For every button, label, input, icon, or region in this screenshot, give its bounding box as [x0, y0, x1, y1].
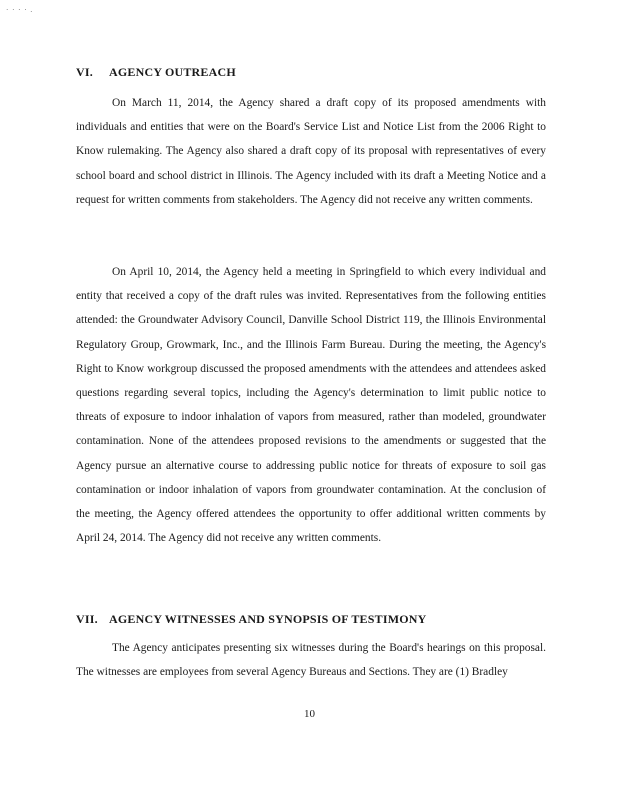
section-number: VII. [76, 612, 98, 626]
paragraph-outreach-draft-copy: On March 11, 2014, the Agency shared a draft copy of its proposed amendments with individuals and entities that were on the Board's Service List and Notice List from the 2006 Right to Know rulemaking. The Agency also shared a draft copy of its proposal with representatives of every school board and school district in Illinois. The Agency included with its draft a Meeting Notice and a request for written comments from stakeholders. The Agency did not receive any written comments. [76, 97, 546, 206]
page-number: 10 [304, 708, 315, 720]
section-heading-vi [76, 65, 236, 80]
section-title: AGENCY WITNESSES AND SYNOPSIS OF TESTIMONY [109, 612, 427, 626]
paragraph-witnesses: The Agency anticipates presenting six witnesses during the Board's hearings on this proposal. The witnesses are employees from several Agency Bureaus and Sections. They are (1) Bradley [76, 642, 546, 679]
paragraph-outreach-meeting: On April 10, 2014, the Agency held a meeting in Springfield to which every individual and entity that received a copy of the draft rules was invited. Representatives from the following entities attended: the Groundwater Advisory Council, Danville School District 119, the Illinois Environmental Regulatory Group, Growmark, Inc., and the Illinois Farm Bureau. During the meeting, the Agency's Right to Know workgroup discussed the proposed amendments with the attendees and attendees asked questions regarding several topics, including the Agency's determination to limit public notice to threats of exposure to indoor inhalation of vapors from measured, rather than modeled, groundwater contamination. None of the attendees proposed revisions to the amendments or suggested that the Agency pursue an alternative course to addressing public notice for threats of exposure to soil gas contamination or indoor inhalation of vapors from groundwater contamination. At the conclusion of the meeting, the Agency offered attendees the opportunity to offer additional written comments by April 24, 2014. The Agency did not receive any written comments. [76, 266, 546, 545]
section-heading-vii [76, 612, 426, 627]
scan-corner-mark: · · · · . [6, 6, 34, 14]
section-title: AGENCY OUTREACH [109, 65, 236, 79]
section-number: VI. [76, 65, 93, 79]
